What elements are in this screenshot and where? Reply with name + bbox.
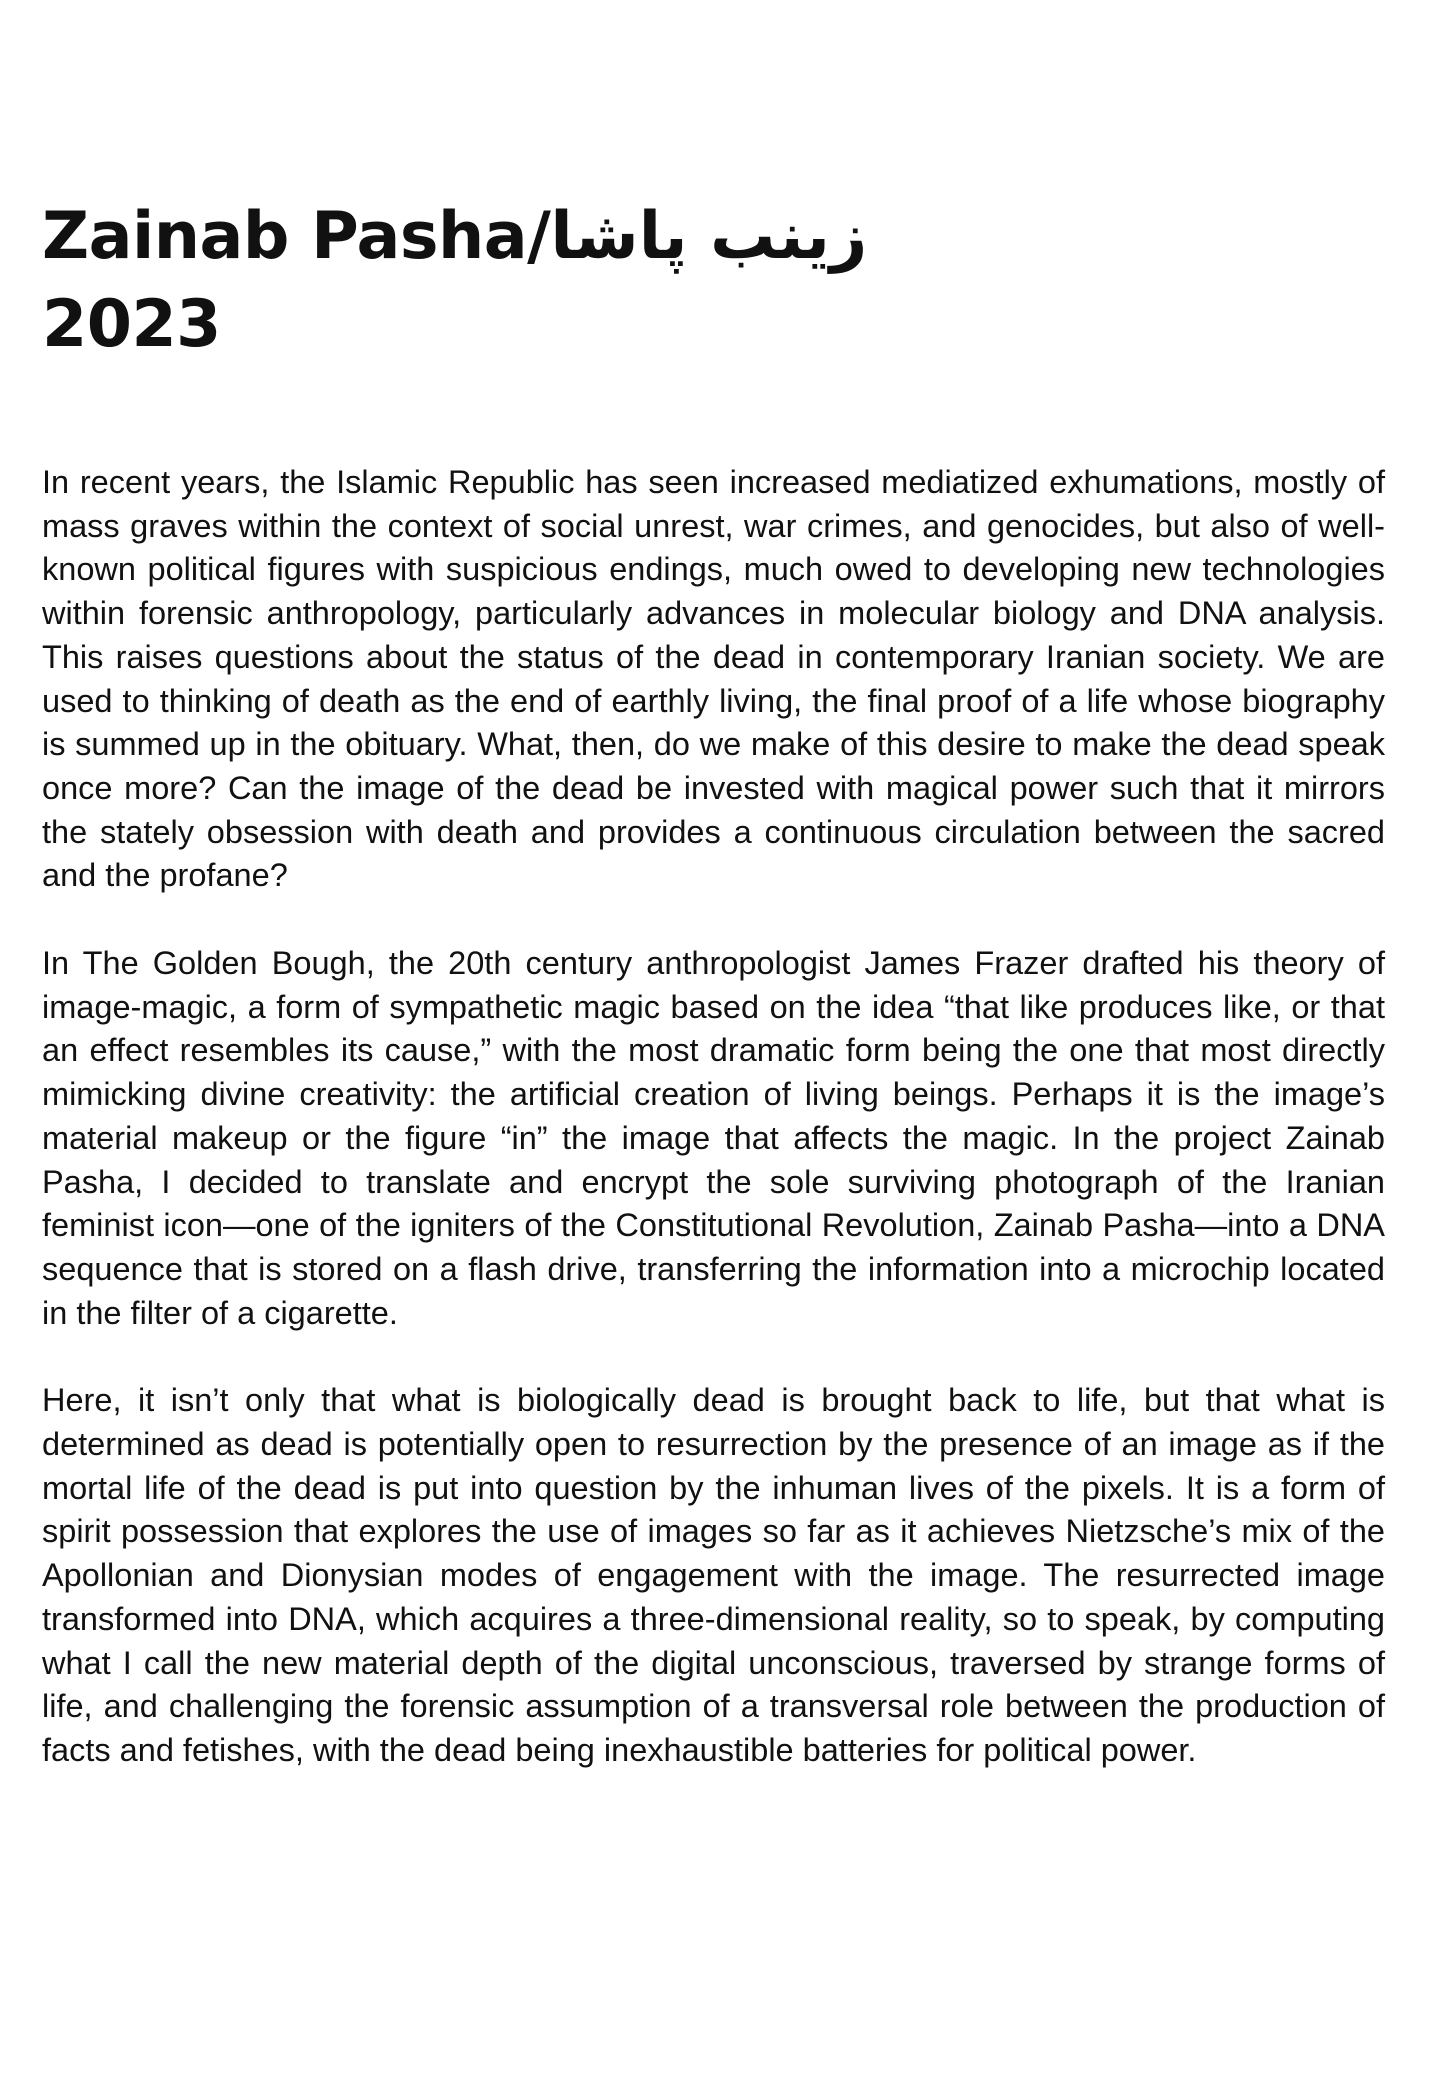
- paragraph-3: Here, it isn’t only that what is biologically dead is brought back to life, but that what is determined as dead is potentially open to resurrection by the presence of an image as if the mortal life of the dead is put into question by the inhuman lives of the pixels. It is a form of spirit possession that explores the use of images so far as it achieves Nietzsche’s mix of the Apollonian and Dionysian modes of engagement with the image. The resurrected image transformed into DNA, which acquires a three-dimensional reality, so to speak, by computing what I call the new material depth of the digital unconscious, traversed by strange forms of life, and challenging the forensic assumption of a transversal role between the production of facts and fetishes, with the dead being inexhaustible batteries for political power.: [42, 1382, 1385, 1768]
- title-name: Zainab Pasha/زینب پاشا: [42, 199, 868, 274]
- page-title: [42, 193, 1385, 369]
- title-year: 2023: [42, 287, 221, 362]
- document-page: [42, 193, 1385, 1768]
- paragraph-2: In The Golden Bough, the 20th century anthropologist James Frazer drafted his theory of image-magic, a form of sympathetic magic based on the idea “that like produces like, or that an effect resembles its cause,” with the most dramatic form being the one that most directly mimicking divine creativity: the artificial creation of living beings. Perhaps it is the image’s material makeup or the figure “in” the image that affects the magic. In the project Zainab Pasha, I decided to translate and encrypt the sole surviving photograph of the Iranian feminist icon—one of the igniters of the Constitutional Revolution, Zainab Pasha—into a DNA sequence that is stored on a flash drive, transferring the information into a microchip located in the filter of a cigarette.: [42, 945, 1385, 1331]
- paragraph-1: In recent years, the Islamic Republic has seen increased mediatized exhumations, mostly of mass graves within the context of social unrest, war crimes, and genocides, but also of well-known political figures with suspicious endings, much owed to developing new technologies within forensic anthropology, particularly advances in molecular biology and DNA analysis. This raises questions about the status of the dead in contemporary Iranian society. We are used to thinking of death as the end of earthly living, the final proof of a life whose biography is summed up in the obituary. What, then, do we make of this desire to make the dead speak once more? Can the image of the dead be invested with magical power such that it mirrors the stately obsession with death and provides a continuous circulation between the sacred and the profane?: [42, 464, 1385, 894]
- body-text: [42, 461, 1385, 1817]
